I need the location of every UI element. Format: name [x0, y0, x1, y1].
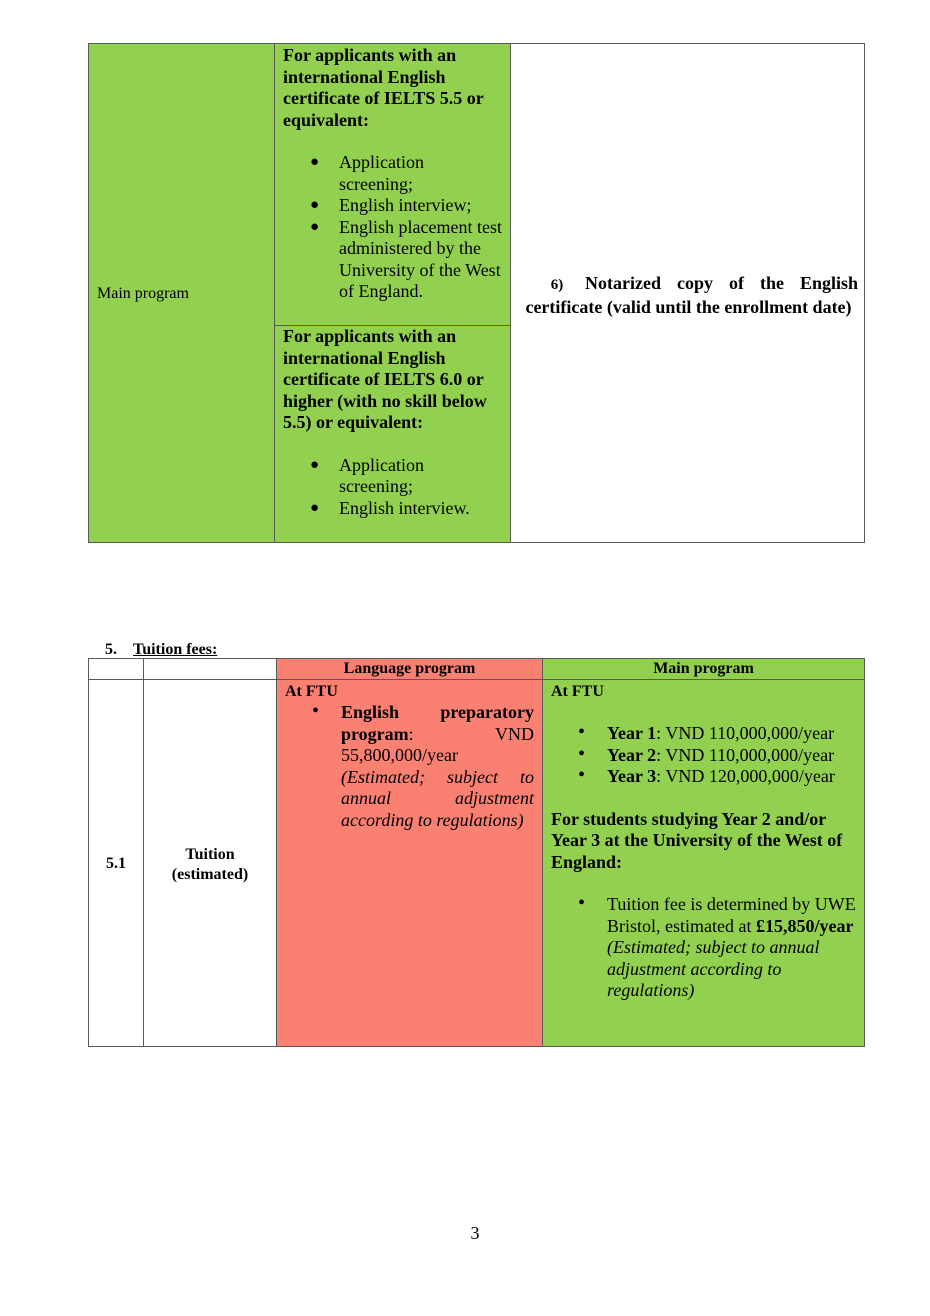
list-item	[285, 702, 534, 831]
list-item: ● English placement test administered by the University of the West of England.	[283, 217, 502, 303]
header-main-program	[542, 658, 865, 680]
uwe-fee-text: Tuition fee is determined by UWE Bristol, estimated at	[607, 894, 856, 936]
header-blank-cell-2	[143, 658, 277, 680]
language-program-cell	[276, 679, 543, 1047]
section-number: 5.	[105, 641, 117, 658]
list-item	[551, 894, 856, 1002]
row-label: Tuition (estimated)	[171, 846, 249, 883]
header-main-label: Main program	[653, 660, 754, 677]
item-colon: :	[408, 723, 414, 744]
language-location: At FTU	[285, 683, 338, 700]
list-item: ● English interview;	[283, 195, 502, 217]
ielts-55-heading: For applicants with an international English certificate of IELTS 5.5 or equivalent:	[283, 45, 484, 130]
section-title: Tuition fees:	[133, 641, 218, 658]
english-preparatory-label: English preparatory program	[341, 702, 534, 744]
year-fee: : VND 110,000,000/year	[656, 744, 835, 765]
row-number-cell	[88, 679, 144, 1047]
uwe-heading: For students studying Year 2 and/or Year 3 at the University of the West of England:	[551, 808, 843, 872]
ielts-55-requirements	[283, 152, 502, 303]
list-item: ● Application screening;	[283, 455, 502, 498]
ielts-60-cell	[274, 325, 511, 543]
main-program-label: Main program	[97, 285, 189, 302]
row-label-cell	[143, 679, 277, 1047]
ielts-55-cell	[274, 43, 511, 326]
year-fee: : VND 120,000,000/year	[656, 766, 835, 786]
main-location: At FTU	[551, 683, 604, 700]
document-number: 6)	[550, 277, 564, 293]
uwe-fee-list	[551, 894, 856, 1002]
list-item	[551, 745, 856, 767]
document-text: Notarized copy of the English certificate (valid until the enrollment date)	[525, 273, 858, 317]
main-program-cell	[542, 679, 865, 1047]
year-label: Year 1	[607, 723, 657, 743]
year-label: Year 2	[607, 744, 657, 765]
list-item	[551, 766, 856, 788]
english-preparatory-fee: VND 55,800,000/year	[341, 723, 534, 765]
main-program-label-cell	[88, 43, 275, 543]
section-heading	[105, 640, 217, 660]
required-document	[519, 273, 858, 318]
language-fee-note: (Estimated; subject to annual adjustment according to regulations)	[341, 766, 534, 830]
header-language-program	[276, 658, 543, 680]
required-document-cell	[510, 43, 865, 543]
page-number: 3	[470, 1223, 480, 1243]
ielts-60-heading: For applicants with an international English certificate of IELTS 6.0 or higher (with no skill below 5.5) or equivalent:	[283, 326, 487, 432]
ielts-60-requirements	[283, 455, 502, 520]
year-fee-list	[551, 723, 856, 788]
row-number: 5.1	[106, 855, 126, 872]
list-item: ● English interview.	[283, 498, 502, 520]
year-fee: : VND 110,000,000/year	[656, 723, 835, 743]
list-item	[551, 723, 856, 745]
header-blank-cell-1	[88, 658, 144, 680]
uwe-fee-note: (Estimated; subject to annual adjustment according to regulations)	[607, 937, 820, 1000]
list-item: ● Application screening;	[283, 152, 502, 195]
uwe-fee-amount: £15,850/year	[755, 915, 854, 936]
year-label: Year 3	[607, 766, 657, 786]
header-language-label: Language program	[343, 660, 476, 677]
language-fee-list	[285, 702, 534, 831]
